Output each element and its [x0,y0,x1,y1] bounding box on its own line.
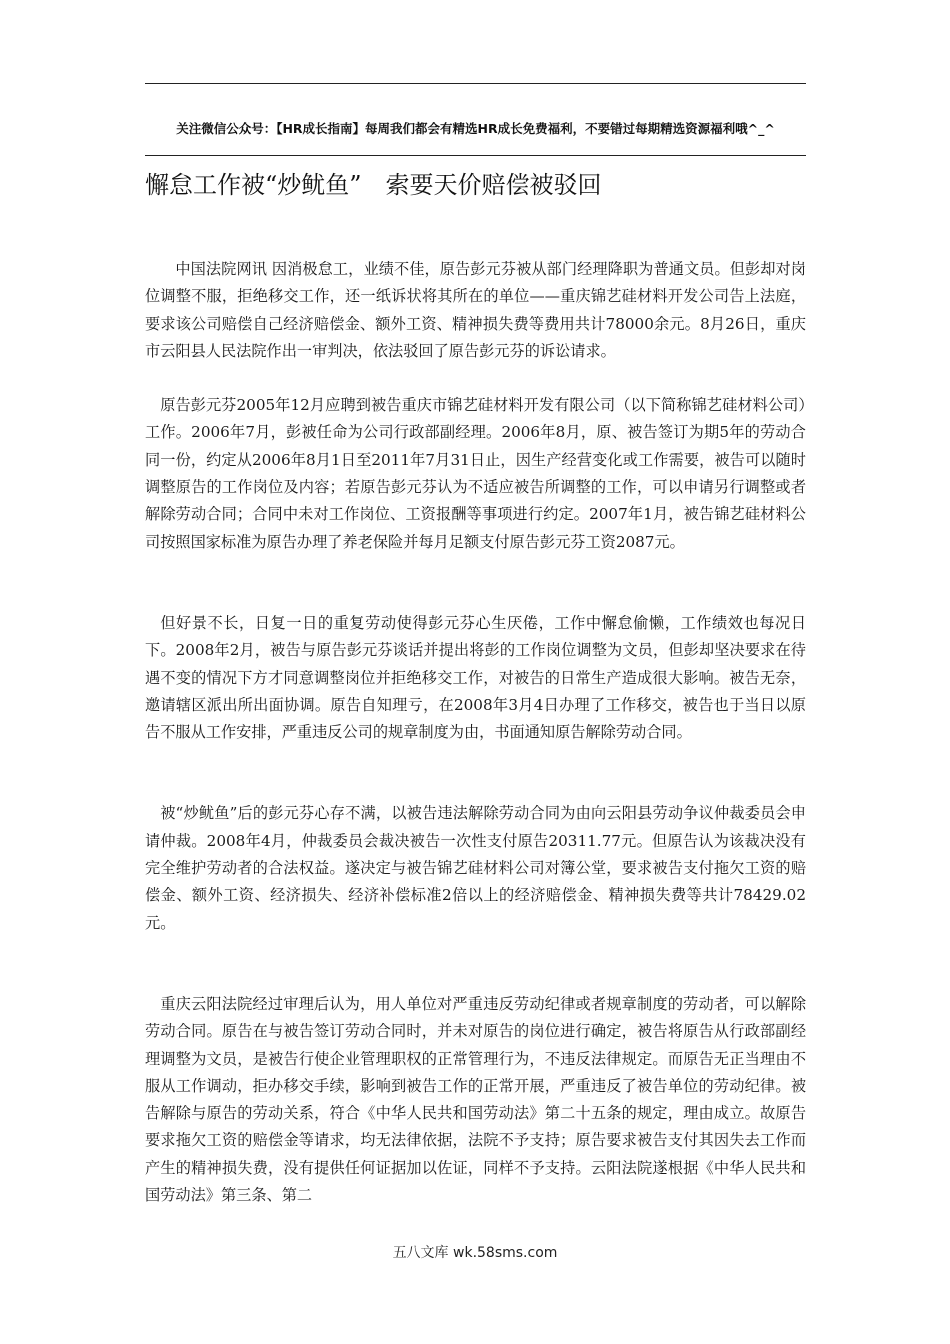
paragraph-5: 重庆云阳法院经过审理后认为，用人单位对严重违反劳动纪律或者规章制度的劳动者，可以解除劳动合同。原告在与被告签订劳动合同时，并未对原告的岗位进行确定，被告将原告从行政部副经理调整为文员，是被告行使企业管理职权的正常管理行为，不违反法律规定。而原告无正当理由不服从工作调动，拒办移交手续，影响到被告工作的正常开展，严重违反了被告单位的劳动纪律。被告解除与原告的劳动关系，符合《中华人民共和国劳动法》第二十五条的规定，理由成立。故原告要求拖欠工资的赔偿金等请求，均无法律依据，法院不予支持；原告要求被告支付其因失去工作而产生的精神损失费，没有提供任何证据加以佐证，同样不予支持。云阳法院遂根据《中华人民共和国劳动法》第三条、第二 [145,994,806,1205]
paragraph-1: 中国法院网讯 因消极怠工，业绩不佳，原告彭元芬被从部门经理降职为普通文员。但彭却对岗位调整不服，拒绝移交工作，还一纸诉状将其所在的单位——重庆锦艺硅材料开发公司告上法庭，要求该公司赔偿自己经济赔偿金、额外工资、精神损失费等费用共计78000余元。8月26日，重庆市云阳县人民法院作出一审判决，依法驳回了原告彭元芬的诉讼请求。 [145,260,806,360]
paragraph-2: 原告彭元芬2005年12月应聘到被告重庆市锦艺硅材料开发有限公司（以下简称锦艺硅材料公司）工作。2006年7月，彭被任命为公司行政部副经理。2006年8月，原、被告签订为期5年的劳动合同一份，约定从2006年8月1日至2011年7月31日止，因生产经营变化或工作需要，被告可以随时调整原告的工作岗位及内容；若原告彭元芬认为不适应被告所调整的工作，可以申请另行调整或者解除劳动合同；合同中未对工作岗位、工资报酬等事项进行约定。2007年1月，被告锦艺硅材料公司按照国家标准为原告办理了养老保险并每月足额支付原告彭元芬工资2087元。 [145,396,806,551]
top-divider [145,83,806,84]
paragraph-3: 但好景不长，日复一日的重复劳动使得彭元芬心生厌倦，工作中懈怠偷懒，工作绩效也每况日下。2008年2月，被告与原告彭元芬谈话并提出将彭的工作岗位调整为文员，但彭却坚决要求在待遇不变的情况下方才同意调整岗位并拒绝移交工作，对被告的日常生产造成很大影响。被告无奈，邀请辖区派出所出面协调。原告自知理亏，在2008年3月4日办理了工作移交，被告也于当日以原告不服从工作安排，严重违反公司的规章制度为由，书面通知原告解除劳动合同。 [145,613,806,742]
article-body [145,256,806,1209]
footer-watermark: 五八文库 wk.58sms.com [392,1245,558,1261]
paragraph-4: 被“炒鱿鱼”后的彭元芬心存不满，以被告违法解除劳动合同为由向云阳县劳动争议仲裁委员会申请仲裁。2008年4月，仲裁委员会裁决被告一次性支付原告20311.77元。但原告认为该裁决没有完全维护劳动者的合法权益。遂决定与被告锦艺硅材料公司对簿公堂，要求被告支付拖欠工资的赔偿金、额外工资、经济损失、经济补偿标准2倍以上的经济赔偿金、精神损失费等共计78429.02元。 [145,804,806,932]
header-notice: 关注微信公众号：【HR成长指南】每周我们都会有精选HR成长免费福利，不要错过每期精选资源福利哦^_^ [176,121,775,136]
header-divider [145,155,806,156]
article-title: 懈怠工作被“炒鱿鱼” 索要天价赔偿被驳回 [145,171,602,199]
